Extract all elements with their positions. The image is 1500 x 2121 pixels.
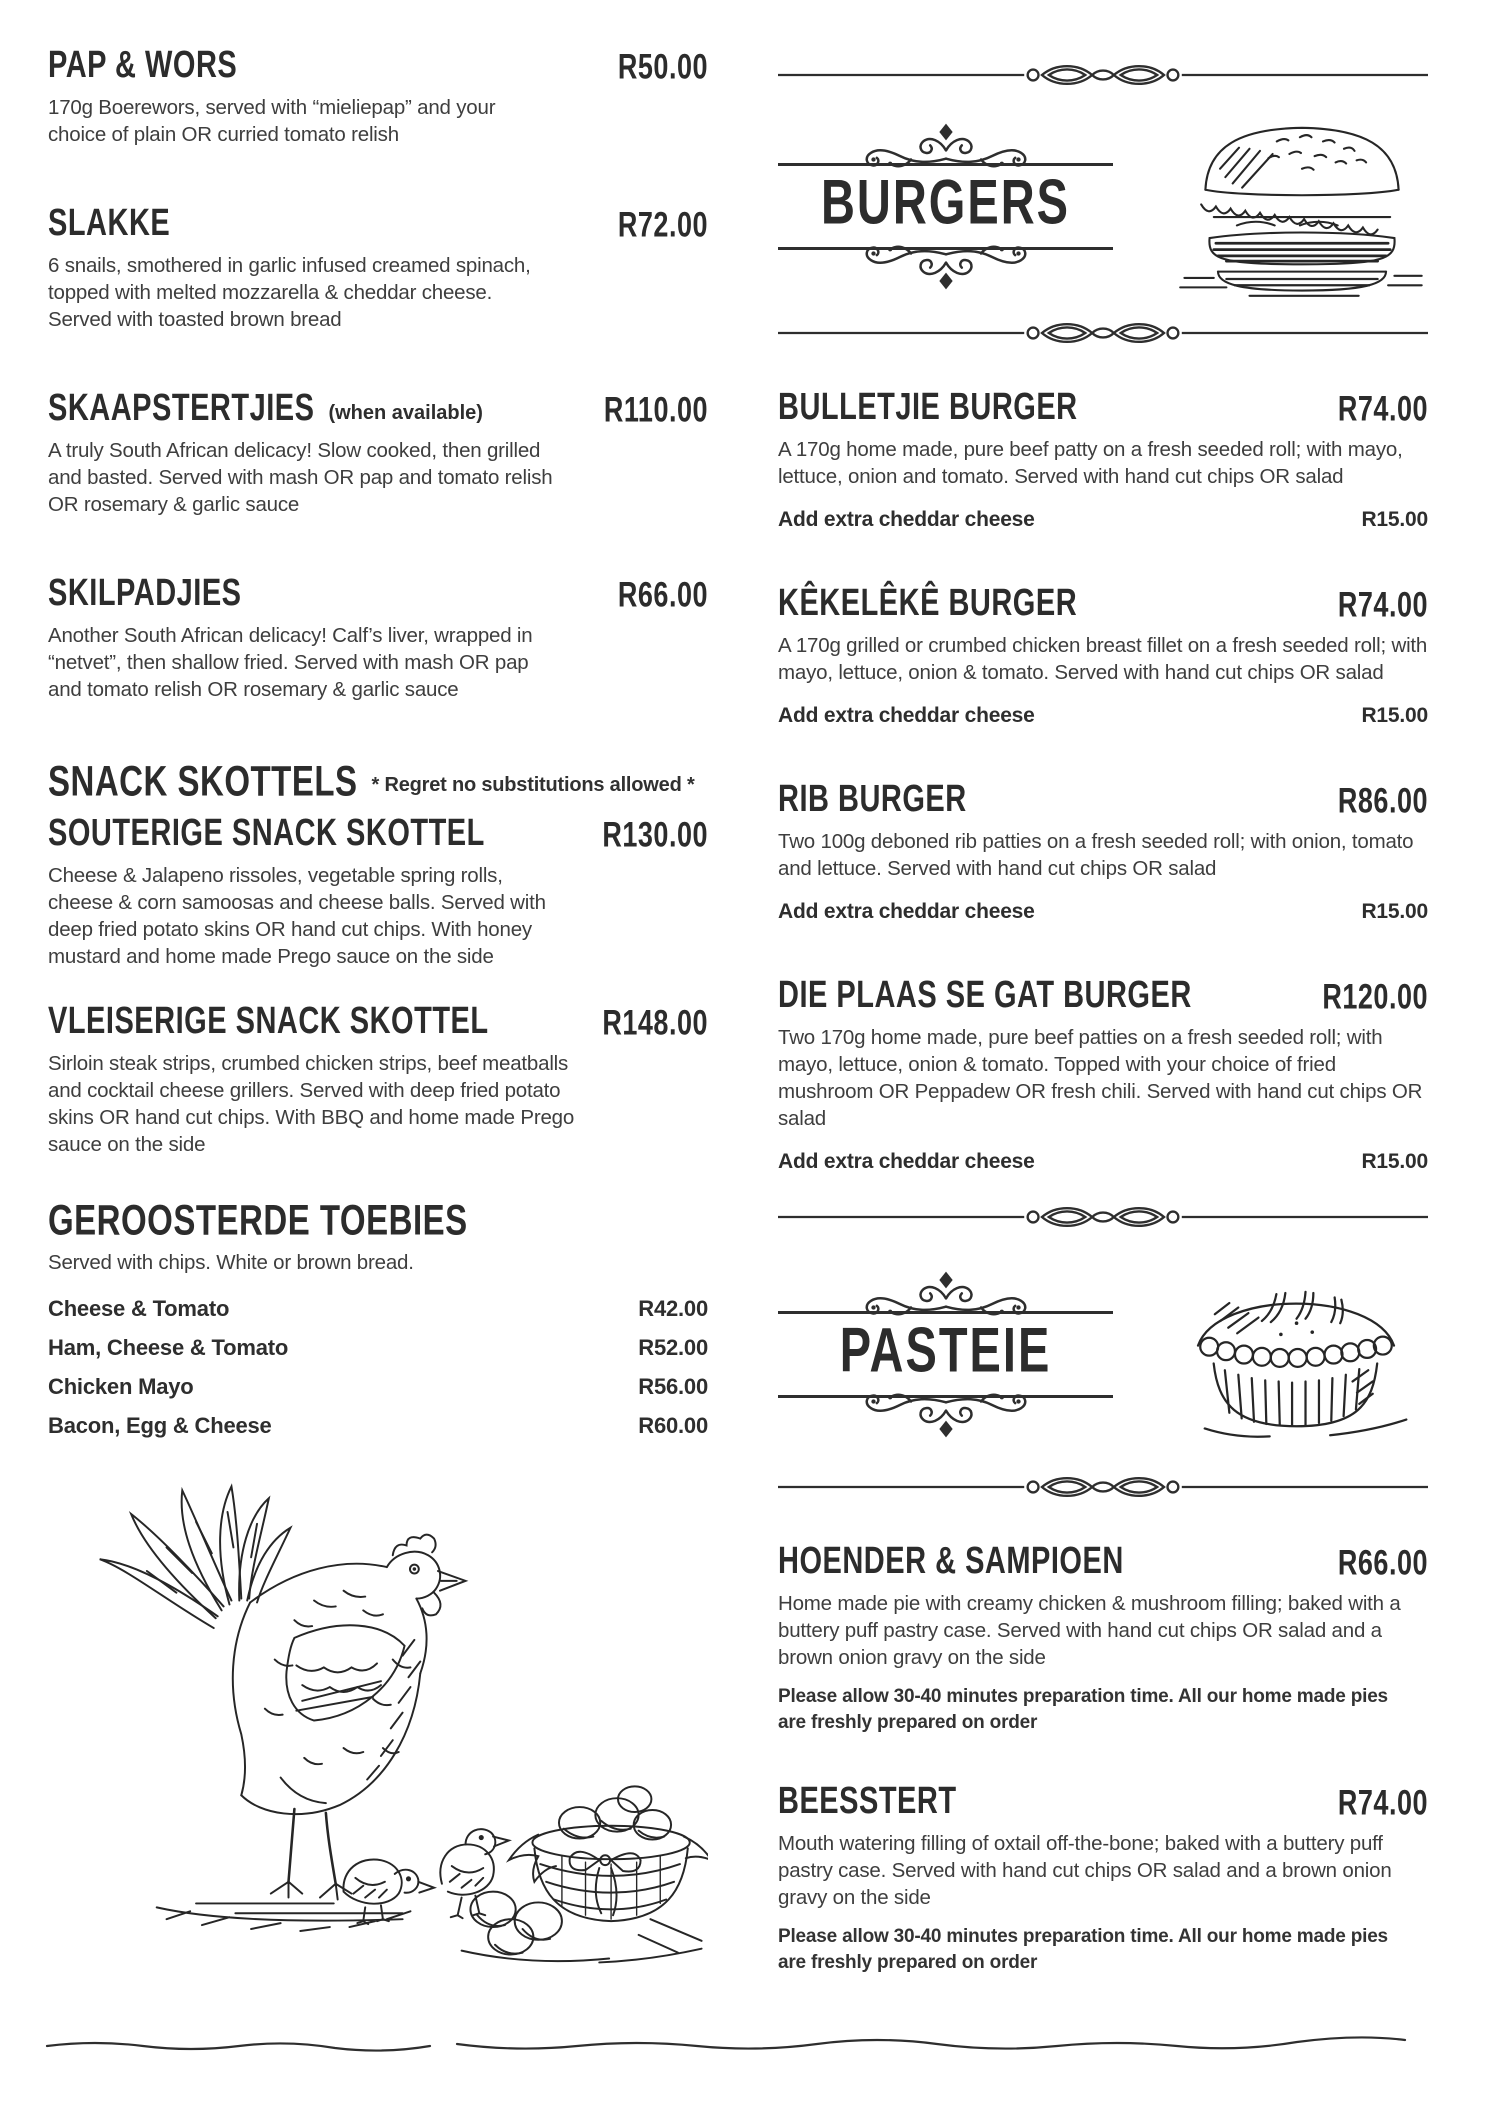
section-title-burgers: BURGERS [820,165,1071,237]
extra-price: R15.00 [1361,900,1428,923]
dish-price: R74.00 [1337,585,1428,625]
knot-divider-ornament [778,1474,1428,1500]
dish-header [778,1776,1428,1821]
dish-pap-and-wors [48,40,708,148]
dish-description: Mouth watering filling of oxtail off-the-bone; baked with a buttery puff pastry case. Served with hand cut chips OR salad and a brown onion gravy on the side [778,1832,1392,1909]
knot-divider-ornament [778,1204,1428,1230]
dish-name-group [48,387,483,430]
section-header [48,1192,708,1244]
dish-header [778,1536,1428,1581]
snack-skottels-header [48,753,708,805]
flourish-ornament [821,1269,1071,1316]
dish-price: R66.00 [617,575,708,615]
list-item [48,1335,708,1361]
dish-description: Two 100g deboned rib patties on a fresh seeded roll; with onion, tomato and lettuce. Served with hand cut chips OR salad [778,830,1414,880]
dish-price: R130.00 [602,815,708,855]
hen-with-chicks-and-egg-basket-illustration [48,1453,708,1989]
burgers-title-box [778,121,1113,292]
item-name: Chicken Mayo [48,1373,194,1399]
pasteie-title-box [778,1269,1113,1440]
item-name: Bacon, Egg & Cheese [48,1412,272,1438]
preparation-note: Please allow 30-40 minutes preparation time. All our home made pies are freshly prepared on order [778,1926,1388,1973]
dish-header [778,774,1428,819]
dish-rib-burger [778,774,1428,924]
dish-description: Sirloin steak strips, crumbed chicken strips, beef meatballs and cocktail cheese grillers. Served with deep fried potato skins OR hand cut chips. With BBQ and home made Prego sauce on the side [48,1052,575,1156]
dish-name: SKAAPSTERTJIES [48,387,315,430]
dish-header [48,198,708,243]
dish-die-plaas-se-gat-burger [778,970,1428,1174]
dish-skilpadjies [48,568,708,703]
dish-description: Another South African delicacy! Calf’s liver, wrapped in “netvet”, then shallow fried. Served with mash OR pap and tomato relish OR rosemary & garlic sauce [48,624,533,701]
dish-description: Home made pie with creamy chicken & mushroom filling; baked with a buttery puff pastry case. Served with hand cut chips OR salad and a brown onion gravy on the side [778,1592,1401,1669]
dish-header [48,383,708,428]
section-subtitle: Served with chips. White or brown bread. [48,1251,414,1274]
dish-price: R148.00 [602,1003,708,1043]
dish-header [48,40,708,85]
dish-name: PAP & WORS [48,44,238,87]
dish-bulletjie-burger [778,382,1428,532]
dish-price: R74.00 [1337,389,1428,429]
dish-description: A truly South African delicacy! Slow cooked, then grilled and basted. Served with mash OR pap and tomato relish OR rosemary & garlic sauce [48,439,553,516]
toebies-list [48,1296,708,1439]
dish-name: SKILPADJIES [48,572,242,615]
dish-header [48,568,708,613]
no-substitutions-note: * Regret no substitutions allowed * [371,774,695,796]
item-name: Ham, Cheese & Tomato [48,1334,289,1360]
banner-title-wrap [778,166,1113,247]
extra-label: Add extra cheddar cheese [778,704,1035,727]
dish-description: 170g Boerewors, served with “mieliepap” and your choice of plain OR curried tomato relish [48,96,496,146]
item-price: R52.00 [638,1334,708,1360]
dish-description: A 170g grilled or crumbed chicken breast fillet on a fresh seeded roll; with mayo, lettuce, onion & tomato. Served with hand cut chips OR salad [778,634,1428,684]
dish-souterige-snack-skottel [48,808,708,970]
dish-slakke [48,198,708,333]
section-title: GEROOSTERDE TOEBIES [48,1195,468,1244]
dish-price: R110.00 [603,390,708,430]
section-title-pasteie: PASTEIE [839,1313,1052,1385]
section-title-group [48,756,695,805]
extra-label: Add extra cheddar cheese [778,508,1035,531]
extra-label: Add extra cheddar cheese [778,900,1035,923]
dish-name: BULLETJIE BURGER [778,386,1078,429]
extra-option-row [778,1150,1428,1174]
dish-price: R50.00 [617,47,708,87]
item-price: R60.00 [638,1412,708,1438]
list-item [48,1374,708,1400]
banner-title-wrap [778,1314,1113,1395]
burgers-banner [778,114,1428,298]
dish-description: 6 snails, smothered in garlic infused creamed spinach, topped with melted mozzarella & cheddar cheese. Served with toasted brown bread [48,254,531,331]
extra-option-row [778,508,1428,532]
list-item [48,1296,708,1322]
extra-option-row [778,704,1428,728]
dish-price: R72.00 [617,205,708,245]
item-price: R56.00 [638,1373,708,1399]
dish-name: RIB BURGER [778,778,967,821]
left-column [48,40,708,1994]
dish-vleiserige-snack-skottel [48,996,708,1158]
dish-name: KÊKELÊKÊ BURGER [778,582,1078,625]
flourish-ornament [821,121,1071,168]
extra-label: Add extra cheddar cheese [778,1150,1035,1173]
dish-hoender-en-sampioen [778,1536,1428,1736]
dish-description: A 170g home made, pure beef patty on a fresh seeded roll; with mayo, lettuce, onion and tomato. Served with hand cut chips OR salad [778,438,1403,488]
dish-price: R120.00 [1322,977,1428,1017]
extra-price: R15.00 [1361,704,1428,727]
dish-name: SLAKKE [48,202,171,245]
dish-price: R66.00 [1337,1543,1428,1583]
right-column [778,40,1428,2022]
item-name: Cheese & Tomato [48,1295,230,1321]
dish-description: Two 170g home made, pure beef patties on a fresh seeded roll; with mayo, lettuce, onion & tomato. Topped with your choice of fried mushroom OR Peppadew OR fresh chili. Served with hand cut chips OR salad [778,1026,1423,1130]
dish-header [778,382,1428,427]
burger-illustration [1176,114,1428,298]
dish-name: BEESSTERT [778,1780,957,1823]
extra-price: R15.00 [1361,508,1428,531]
dish-name: VLEISERIGE SNACK SKOTTEL [48,1000,489,1043]
dish-price: R74.00 [1337,1783,1428,1823]
dish-description: Cheese & Jalapeno rissoles, vegetable spring rolls, cheese & corn samoosas and cheese balls. Served with deep fried potato skins OR hand cut chips. With honey mustard and home made Prego sauce on the side [48,864,546,968]
dish-header [778,970,1428,1015]
toebies-section [48,1192,708,1439]
dish-name: HOENDER & SAMPIOEN [778,1540,1124,1583]
list-item [48,1413,708,1439]
section-title: SNACK SKOTTELS [48,756,358,805]
dish-price: R86.00 [1337,781,1428,821]
dish-kekeleke-burger [778,578,1428,728]
dish-header [48,808,708,853]
pasteie-banner [778,1256,1428,1452]
dish-skaapstertjies [48,383,708,518]
extra-price: R15.00 [1361,1150,1428,1173]
knot-divider-ornament [778,320,1428,346]
dish-header [48,996,708,1041]
dish-qualifier: (when available) [328,402,483,424]
dish-beesstert [778,1776,1428,1976]
knot-divider-ornament [778,62,1428,88]
dish-header [778,578,1428,623]
dish-name: DIE PLAAS SE GAT BURGER [778,974,1192,1017]
flourish-ornament [821,1393,1071,1440]
bottom-hand-drawn-rule [45,2034,1460,2054]
pie-illustration [1164,1256,1428,1452]
extra-option-row [778,900,1428,924]
preparation-note: Please allow 30-40 minutes preparation time. All our home made pies are freshly prepared on order [778,1686,1388,1733]
flourish-ornament [821,245,1071,292]
item-price: R42.00 [638,1295,708,1321]
dish-name: SOUTERIGE SNACK SKOTTEL [48,812,485,855]
